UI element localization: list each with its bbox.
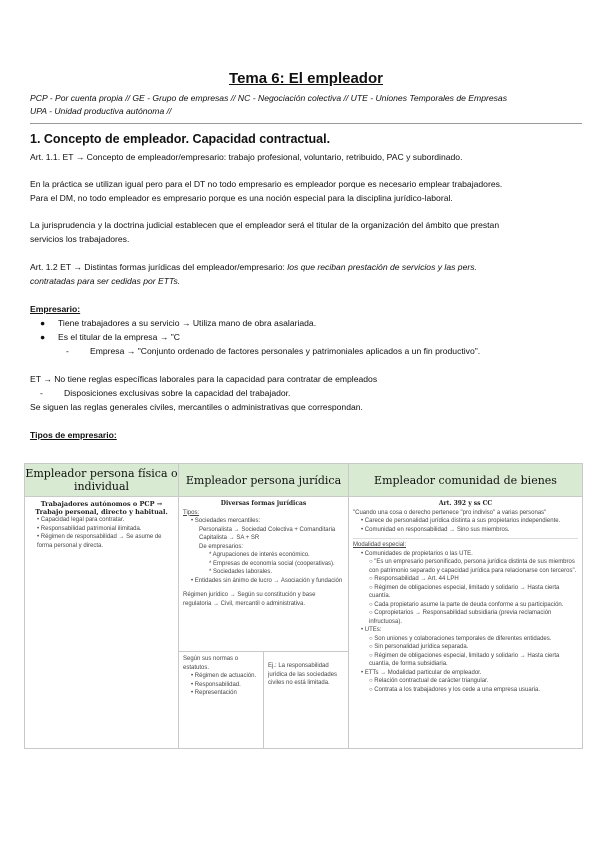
list-item: • Sociedades mercantiles:: [191, 518, 261, 524]
jurisprudence-paragraph: [30, 219, 582, 246]
legal-heading: Diversas formas jurídicas: [220, 500, 307, 507]
art-1-1: Art. 1.1. ET → Concepto de empleador/empresario: trabajo profesional, voluntario, retribuido, PAC y subordinado.: [30, 152, 463, 162]
list-item: ○ Régimen de obligaciones especial, limitado y solidario → Hasta cierta cuantía, de forma subsidiaria.: [369, 652, 560, 667]
list-item: ○ Relación contractual de carácter triangular.: [369, 678, 489, 684]
divider: [30, 123, 582, 124]
list-item: • Régimen de responsabilidad → Se asume de forma personal y directa.: [37, 534, 162, 549]
community-cell: [349, 497, 583, 749]
list-item: • Capacidad legal para contratar.: [37, 517, 125, 523]
list-item: • Comunidad en responsabilidad → Sino sus miembros.: [361, 526, 510, 533]
statutes-lead: Según sus normas o estatutos.: [183, 656, 239, 671]
table-header-physical: Empleador persona física o individual: [25, 464, 179, 497]
abbreviations: [30, 92, 582, 118]
list-item: ○ Cada propietario asume la parte de deuda conforme a su participación.: [369, 601, 564, 608]
practice-line-1: En la práctica se utilizan igual pero para el DT no todo empresario es empleador porque es necesario emplear trabajadores.: [30, 179, 503, 189]
practice-line-2: Para el DM, no todo empleador es empresario porque es una noción especial para la disciplina jurídico-laboral.: [30, 192, 453, 203]
list-item: • UTEs:: [361, 627, 382, 633]
legal-regime: Régimen jurídico → Según su constitución y base regulatoria → Civil, mercantil o administrativa.: [183, 592, 316, 607]
list-item: ○ Contrata a los trabajadores y los cede a una empresa usuaria.: [369, 686, 541, 693]
list-item: * Empresas de economía social (cooperativas).: [209, 560, 335, 567]
legal-types-label: Tipos:: [183, 509, 200, 516]
empresario-heading: Empresario:: [30, 304, 81, 314]
list-item: ○ Responsabilidad → Art. 44 LPH: [369, 576, 459, 582]
list-item: - Empresa → "Conjunto ordenado de factores personales y patrimoniales aplicados a un fin productivo".: [66, 346, 481, 356]
list-item: * Sociedades laborales.: [209, 569, 273, 575]
list-item: - Disposiciones exclusivas sobre la capacidad del trabajador.: [40, 388, 291, 398]
art-1-2-italic: los que reciban prestación de servicios y las pers.: [287, 262, 477, 272]
list-item: • Comunidades de propietarios o las UTE.: [361, 550, 473, 557]
art-1-2-italic-2: contratadas para ser cedidas por ETTs.: [30, 275, 181, 286]
tipos-heading: Tipos de empresario:: [30, 430, 117, 440]
list-item: • ETTs → Modalidad particular de empleador.: [361, 669, 482, 676]
list-item: Capitalista → SA + SR: [199, 535, 260, 541]
list-item: ○ Son uniones y colaboraciones temporales de diferentes entidades.: [369, 635, 552, 642]
list-item: De empresarios:: [199, 543, 244, 550]
table-header-community: Empleador comunidad de bienes: [349, 464, 583, 497]
list-item: ● Es el titular de la empresa → "C: [40, 332, 180, 342]
list-item: • Responsabilidad.: [191, 681, 241, 688]
list-item: ○ "Es un empresario personificado, persona jurídica distinta de sus miembros con patrimonio separado y capacidad jurídica para relacionarse con terceros".: [369, 559, 577, 574]
list-item: Personalista → Sociedad Colectiva + Comanditaria: [199, 526, 336, 533]
list-item: • Entidades sin ánimo de lucro → Asociación y fundación: [191, 577, 343, 584]
list-item: • Responsabilidad patrimonial ilimitada.: [37, 525, 142, 532]
community-quote: "Cuando una cosa o derecho pertenece "pro indiviso" a varias personas": [353, 509, 547, 516]
list-item: * Agrupaciones de interés económico.: [209, 552, 310, 558]
table-header-legal: Empleador persona jurídica: [179, 464, 349, 497]
et-capacity: ET → No tiene reglas específicas laborales para la capacidad para contratar de empleados: [30, 374, 378, 384]
et-rules: Se siguen las reglas generales civiles, mercantiles o administrativas que correspondan.: [30, 402, 363, 412]
section-heading: 1. Concepto de empleador. Capacidad contractual.: [30, 132, 331, 146]
legal-cell: [179, 497, 349, 652]
list-item: • Representación: [191, 690, 237, 696]
abbreviations-line-2: UPA - Unidad productiva autónoma //: [30, 106, 172, 116]
legal-example: Ej.: La responsabilidad jurídica de las sociedades civiles no está limitada.: [268, 663, 338, 686]
list-item: ● Tiene trabajadores a su servicio → Utiliza mano de obra asalariada.: [40, 318, 317, 328]
list-item: • Carece de personalidad jurídica distinta a sus propietarios independiente.: [361, 518, 561, 524]
art-1-2-text: Art. 1.2 ET → Distintas formas jurídicas del empleador/empresario:: [30, 262, 288, 272]
list-item: ○ Sin personalidad jurídica separada.: [369, 644, 469, 650]
jurisprudence-line-1: La jurisprudencia y la doctrina judicial establecen que el empleador será el titular de la organización del ámbito que prestan: [30, 220, 500, 230]
legal-statutes: [179, 652, 264, 748]
legal-subcell: [179, 652, 349, 749]
list-item: • Régimen de actuación.: [191, 673, 257, 679]
art-1-2: [30, 261, 582, 288]
practice-paragraph: [30, 178, 582, 205]
abbreviations-line-1: PCP - Por cuenta propia // GE - Grupo de empresas // NC - Negociación colectiva // UTE - Uniones Temporales de Empresas: [30, 93, 507, 103]
physical-cell: [25, 497, 179, 749]
list-item: ○ Régimen de obligaciones especial, limitado y solidario → Hasta cierta cuantía.: [369, 584, 560, 599]
physical-lead: Trabajadores autónomos o PCP → Trabajo personal, directo y habitual.: [35, 500, 168, 516]
jurisprudence-line-2: servicios los trabajadores.: [30, 233, 130, 244]
special-modality: Modalidad especial:: [353, 538, 578, 550]
page-title: Tema 6: El empleador: [229, 70, 383, 87]
list-item: ○ Copropietarios → Responsabilidad subsidiaria (previa reclamación infructuosa).: [369, 610, 552, 625]
types-table: [24, 463, 583, 749]
community-heading: Art. 392 y ss CC: [438, 500, 493, 507]
